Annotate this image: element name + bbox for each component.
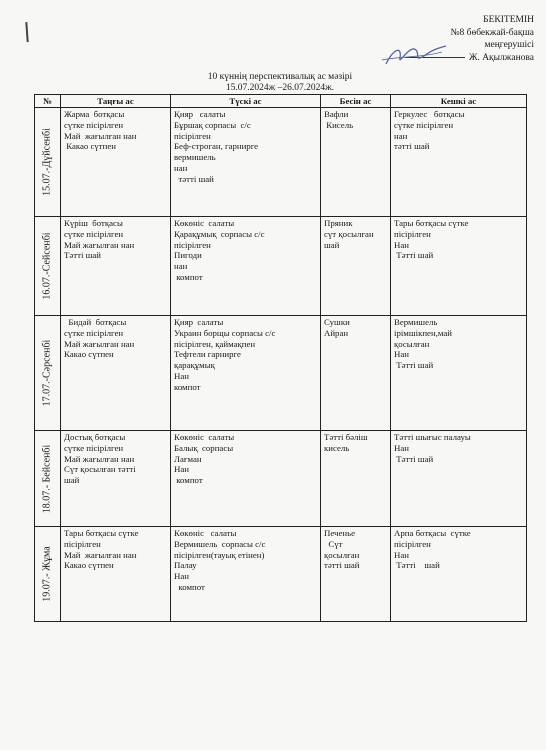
lunch-cell xyxy=(171,217,321,316)
snack-cell xyxy=(321,108,391,217)
dinner-cell xyxy=(391,217,527,316)
table-row xyxy=(35,108,527,217)
dinner-cell xyxy=(391,431,527,527)
lunch-item: тәтті шай xyxy=(174,173,214,184)
approval-word: БЕКІТЕМІН xyxy=(483,15,534,25)
lunch-item: пісірілген xyxy=(174,130,211,141)
lunch-item: компот xyxy=(174,581,205,592)
header-row xyxy=(35,95,527,108)
snack-item: Сушки xyxy=(324,317,350,327)
lunch-item: Қияр салаты xyxy=(174,317,224,327)
breakfast-item: Какао сүтпен xyxy=(64,141,116,152)
table-row xyxy=(35,431,527,527)
dinner-item: Вермишель xyxy=(394,317,438,327)
approval-role: меңгерушісі xyxy=(484,40,534,50)
breakfast-cell xyxy=(61,431,171,527)
snack-item: Тәтті бәліш xyxy=(324,432,368,442)
dinner-cell xyxy=(391,527,527,622)
table-row xyxy=(35,527,527,622)
header-breakfast: Таңғы ас xyxy=(61,95,171,108)
breakfast-item: Какао сүтпен xyxy=(64,560,114,571)
day-cell xyxy=(35,431,61,527)
menu-title xyxy=(170,72,390,94)
breakfast-item: Май жағылған нан xyxy=(64,549,137,560)
lunch-item: пісірілген(тауық етінен) xyxy=(174,549,265,560)
lunch-item: Бұршақ сорпасы с/с xyxy=(174,119,251,130)
snack-cell xyxy=(321,217,391,316)
dinner-item: тәтті шай xyxy=(394,141,430,152)
breakfast-item: Тәтті шай xyxy=(64,250,101,261)
snack-item: кисель xyxy=(324,442,350,453)
dinner-cell xyxy=(391,316,527,431)
lunch-cell xyxy=(171,527,321,622)
breakfast-item: шай xyxy=(64,475,80,486)
table-row xyxy=(35,316,527,431)
dinner-item: қосылған xyxy=(394,338,430,349)
dinner-item: Нан xyxy=(394,349,409,360)
snack-item: Айран xyxy=(324,327,349,338)
lunch-item: компот xyxy=(174,381,201,392)
lunch-item: Көкөніс салаты xyxy=(174,528,237,538)
breakfast-item: Күріш ботқасы xyxy=(64,218,123,228)
dinner-item: Тәтті шай xyxy=(394,360,434,371)
dinner-item: Нан xyxy=(394,549,409,560)
breakfast-item: сүтке пісірілген xyxy=(64,442,124,453)
dinner-item: пісірілген xyxy=(394,228,431,239)
dinner-item: Тәтті шай xyxy=(394,453,434,464)
lunch-item: Тефтели гарнирге xyxy=(174,349,241,360)
snack-item: Сүт xyxy=(324,538,343,549)
dinner-item: Геркулес ботқасы xyxy=(394,109,465,119)
lunch-item: Көкөніс салаты xyxy=(174,218,235,228)
lunch-item: Палау xyxy=(174,560,197,571)
breakfast-cell xyxy=(61,217,171,316)
breakfast-item: Май жағылған нан xyxy=(64,239,135,250)
dinner-item: Тәтті шығыс палауы xyxy=(394,432,471,442)
breakfast-cell xyxy=(61,316,171,431)
day-label: 15.07.-Дүйсенбі xyxy=(41,128,53,196)
lunch-item: компот xyxy=(174,271,203,282)
dinner-item: Тәтті шай xyxy=(394,560,440,571)
snack-item: Вафли xyxy=(324,109,349,119)
approval-org: №8 бөбекжай-бақша xyxy=(450,27,534,38)
snack-cell xyxy=(321,316,391,431)
lunch-item: нан xyxy=(174,261,188,272)
day-cell xyxy=(35,527,61,622)
lunch-item: Лағман xyxy=(174,453,202,464)
approval-name: Ж. Ақылжанова xyxy=(468,52,534,63)
lunch-item: нан xyxy=(174,162,188,173)
breakfast-item: сүтке пісірілген xyxy=(64,327,124,338)
title-line-2: 15.07.2024ж –26.07.2024ж. xyxy=(225,83,335,93)
lunch-item: компот xyxy=(174,475,203,486)
header-dinner: Кешкі ас xyxy=(391,95,527,108)
day-cell xyxy=(35,108,61,217)
lunch-item: Нан xyxy=(174,464,189,475)
dinner-item: Арпа ботқасы сүтке xyxy=(394,528,471,538)
breakfast-item: Жарма ботқасы xyxy=(64,109,125,119)
snack-item: шай xyxy=(324,239,340,250)
breakfast-item: Май жағылған нан xyxy=(64,130,137,141)
table-row xyxy=(35,217,527,316)
lunch-item: Қарақұмық сорпасы с/с xyxy=(174,228,265,239)
pen-mark xyxy=(25,22,31,42)
day-label: 17.07.-Сәрсенбі xyxy=(41,339,53,407)
snack-cell xyxy=(321,431,391,527)
day-cell xyxy=(35,217,61,316)
snack-item: Пряник xyxy=(324,218,353,228)
breakfast-cell xyxy=(61,108,171,217)
title-line-1: 10 күннің перспективалық ас мәзірі xyxy=(207,72,353,82)
day-label: 19.07.- Жұма xyxy=(41,546,53,602)
lunch-cell xyxy=(171,431,321,527)
dinner-item: Тәтті шай xyxy=(394,250,434,261)
lunch-item: Нан xyxy=(174,370,189,381)
lunch-item: Украин борщы сорпасы с/с xyxy=(174,327,276,338)
menu-table xyxy=(34,94,527,622)
dinner-item: ірімшікпен,май xyxy=(394,327,452,338)
snack-item: сүт қосылған xyxy=(324,228,374,239)
dinner-item: Тары ботқасы сүтке xyxy=(394,218,469,228)
lunch-item: қарақұмық xyxy=(174,360,215,371)
dinner-item: нан xyxy=(394,130,408,141)
day-label: 18.07.- Бейсенбі xyxy=(41,444,53,513)
snack-item: тәтті шай xyxy=(324,560,360,571)
lunch-item: Көкөніс салаты xyxy=(174,432,235,442)
lunch-item: пісірілген xyxy=(174,239,211,250)
breakfast-item: Тары ботқасы сүтке xyxy=(64,528,139,538)
lunch-item: Беф-строган, гарнирге xyxy=(174,141,259,152)
breakfast-item: сүтке пісірілген xyxy=(64,228,124,239)
breakfast-item: Май жағылған нан xyxy=(64,338,135,349)
day-cell xyxy=(35,316,61,431)
dinner-cell xyxy=(391,108,527,217)
breakfast-cell xyxy=(61,527,171,622)
dinner-item: пісірілген xyxy=(394,538,431,549)
lunch-item: Балық сорпасы xyxy=(174,442,234,453)
breakfast-item: сүтке пісірілген xyxy=(64,119,124,130)
breakfast-item: Какао сүтпен xyxy=(64,349,114,360)
breakfast-item: Сүт қосылған тәтті xyxy=(64,464,136,475)
lunch-cell xyxy=(171,108,321,217)
lunch-item: Вермишель сорпасы с/с xyxy=(174,538,266,549)
snack-item: Печенье xyxy=(324,528,355,538)
header-lunch: Түскі ас xyxy=(171,95,321,108)
snack-item: қосылған xyxy=(324,549,360,560)
day-label: 16.07.-Сейсенбі xyxy=(41,232,53,300)
dinner-item: Нан xyxy=(394,442,409,453)
header-num: № xyxy=(35,95,61,108)
lunch-cell xyxy=(171,316,321,431)
lunch-item: Пигоди xyxy=(174,250,202,261)
snack-cell xyxy=(321,527,391,622)
breakfast-item: Бидай ботқасы xyxy=(64,317,127,327)
header-snack: Бесін ас xyxy=(321,95,391,108)
lunch-item: вермишель xyxy=(174,152,216,163)
lunch-item: Қияр салаты xyxy=(174,109,226,119)
lunch-item: Нан xyxy=(174,571,189,582)
breakfast-item: пісірілген xyxy=(64,538,101,549)
dinner-item: сүтке пісірілген xyxy=(394,119,454,130)
signature-image xyxy=(380,40,450,70)
lunch-item: пісірілген, қаймақпен xyxy=(174,338,256,349)
snack-item: Кисель xyxy=(324,119,354,130)
breakfast-item: Достық ботқасы xyxy=(64,432,126,442)
breakfast-item: Май жағылған нан xyxy=(64,453,135,464)
dinner-item: Нан xyxy=(394,239,409,250)
